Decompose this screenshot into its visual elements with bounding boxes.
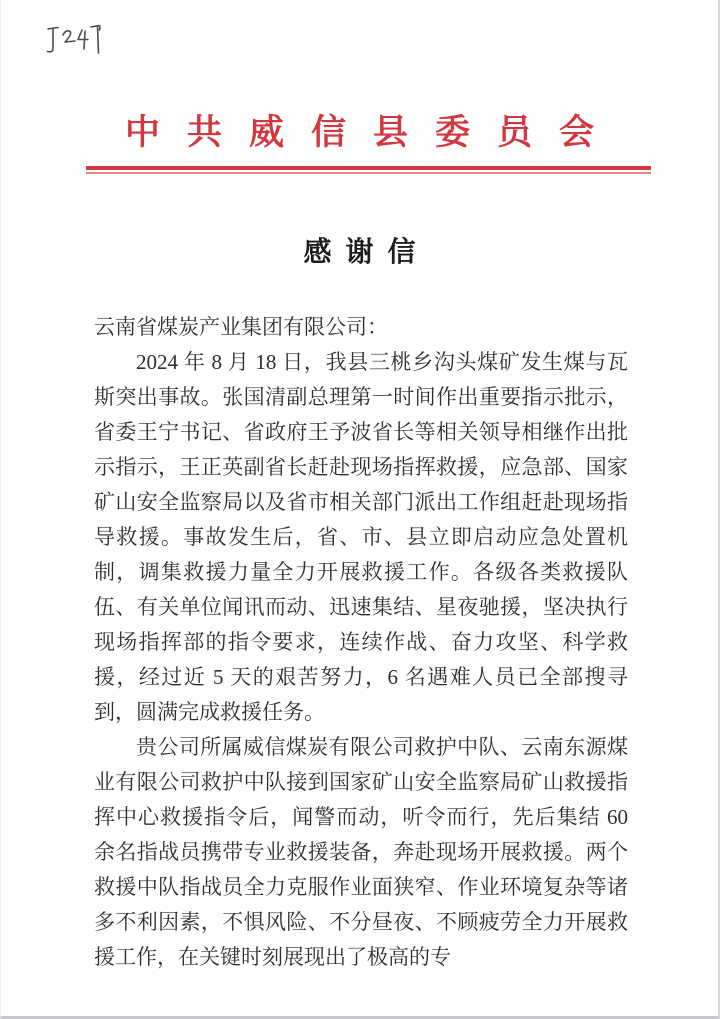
handwritten-note-scribble [41, 20, 103, 62]
document-title: 感谢信 [303, 236, 430, 268]
body-paragraph-2: 贵公司所属威信煤炭有限公司救护中队、云南东源煤业有限公司救护中队接到国家矿山安全监察局矿山救援指挥中心救援指令后，闻警而动，听令而行，先后集结 60 余名指战员携带专业救援装备，奔赴现场开展救援。两个救援中队指战员全力克服作业面狭窄、作业环境复杂等诸多不利因素，不惧风险、不分昼夜、不顾疲劳全力开展救援工作，在关键时刻展现出了极高的专 [94, 734, 628, 969]
letterhead-org-name: 中共威信县委员会 [124, 113, 621, 152]
body-paragraph-1: 2024 年 8 月 18 日，我县三桃乡沟头煤矿发生煤与瓦斯突出事故。张国清副总理第一时间作出重要指示批示，省委王宁书记、省政府王予波省长等相关领导相继作出批示指示，王正英副省长赶赴现场指挥救援，应急部、国家矿山安全监察局以及省市相关部门派出工作组赶赴现场指导救援。事故发生后，省、市、县立即启动应急处置机制，调集救援力量全力开展救援工作。各级各类救援队伍、有关单位闻讯而动、迅速集结、星夜驰援，坚决执行现场指挥部的指令要求，连续作战、奋力攻坚、科学救援，经过近 5 天的艰苦努力，6 名遇难人员已全部搜寻到，圆满完成救援任务。 [94, 349, 628, 724]
handwritten-note [41, 20, 103, 62]
letterhead-rule [86, 166, 651, 174]
letter-body [94, 310, 628, 975]
letterhead-rule-thin-line [86, 172, 651, 174]
salutation-line: 云南省煤炭产业集团有限公司： [94, 314, 388, 339]
